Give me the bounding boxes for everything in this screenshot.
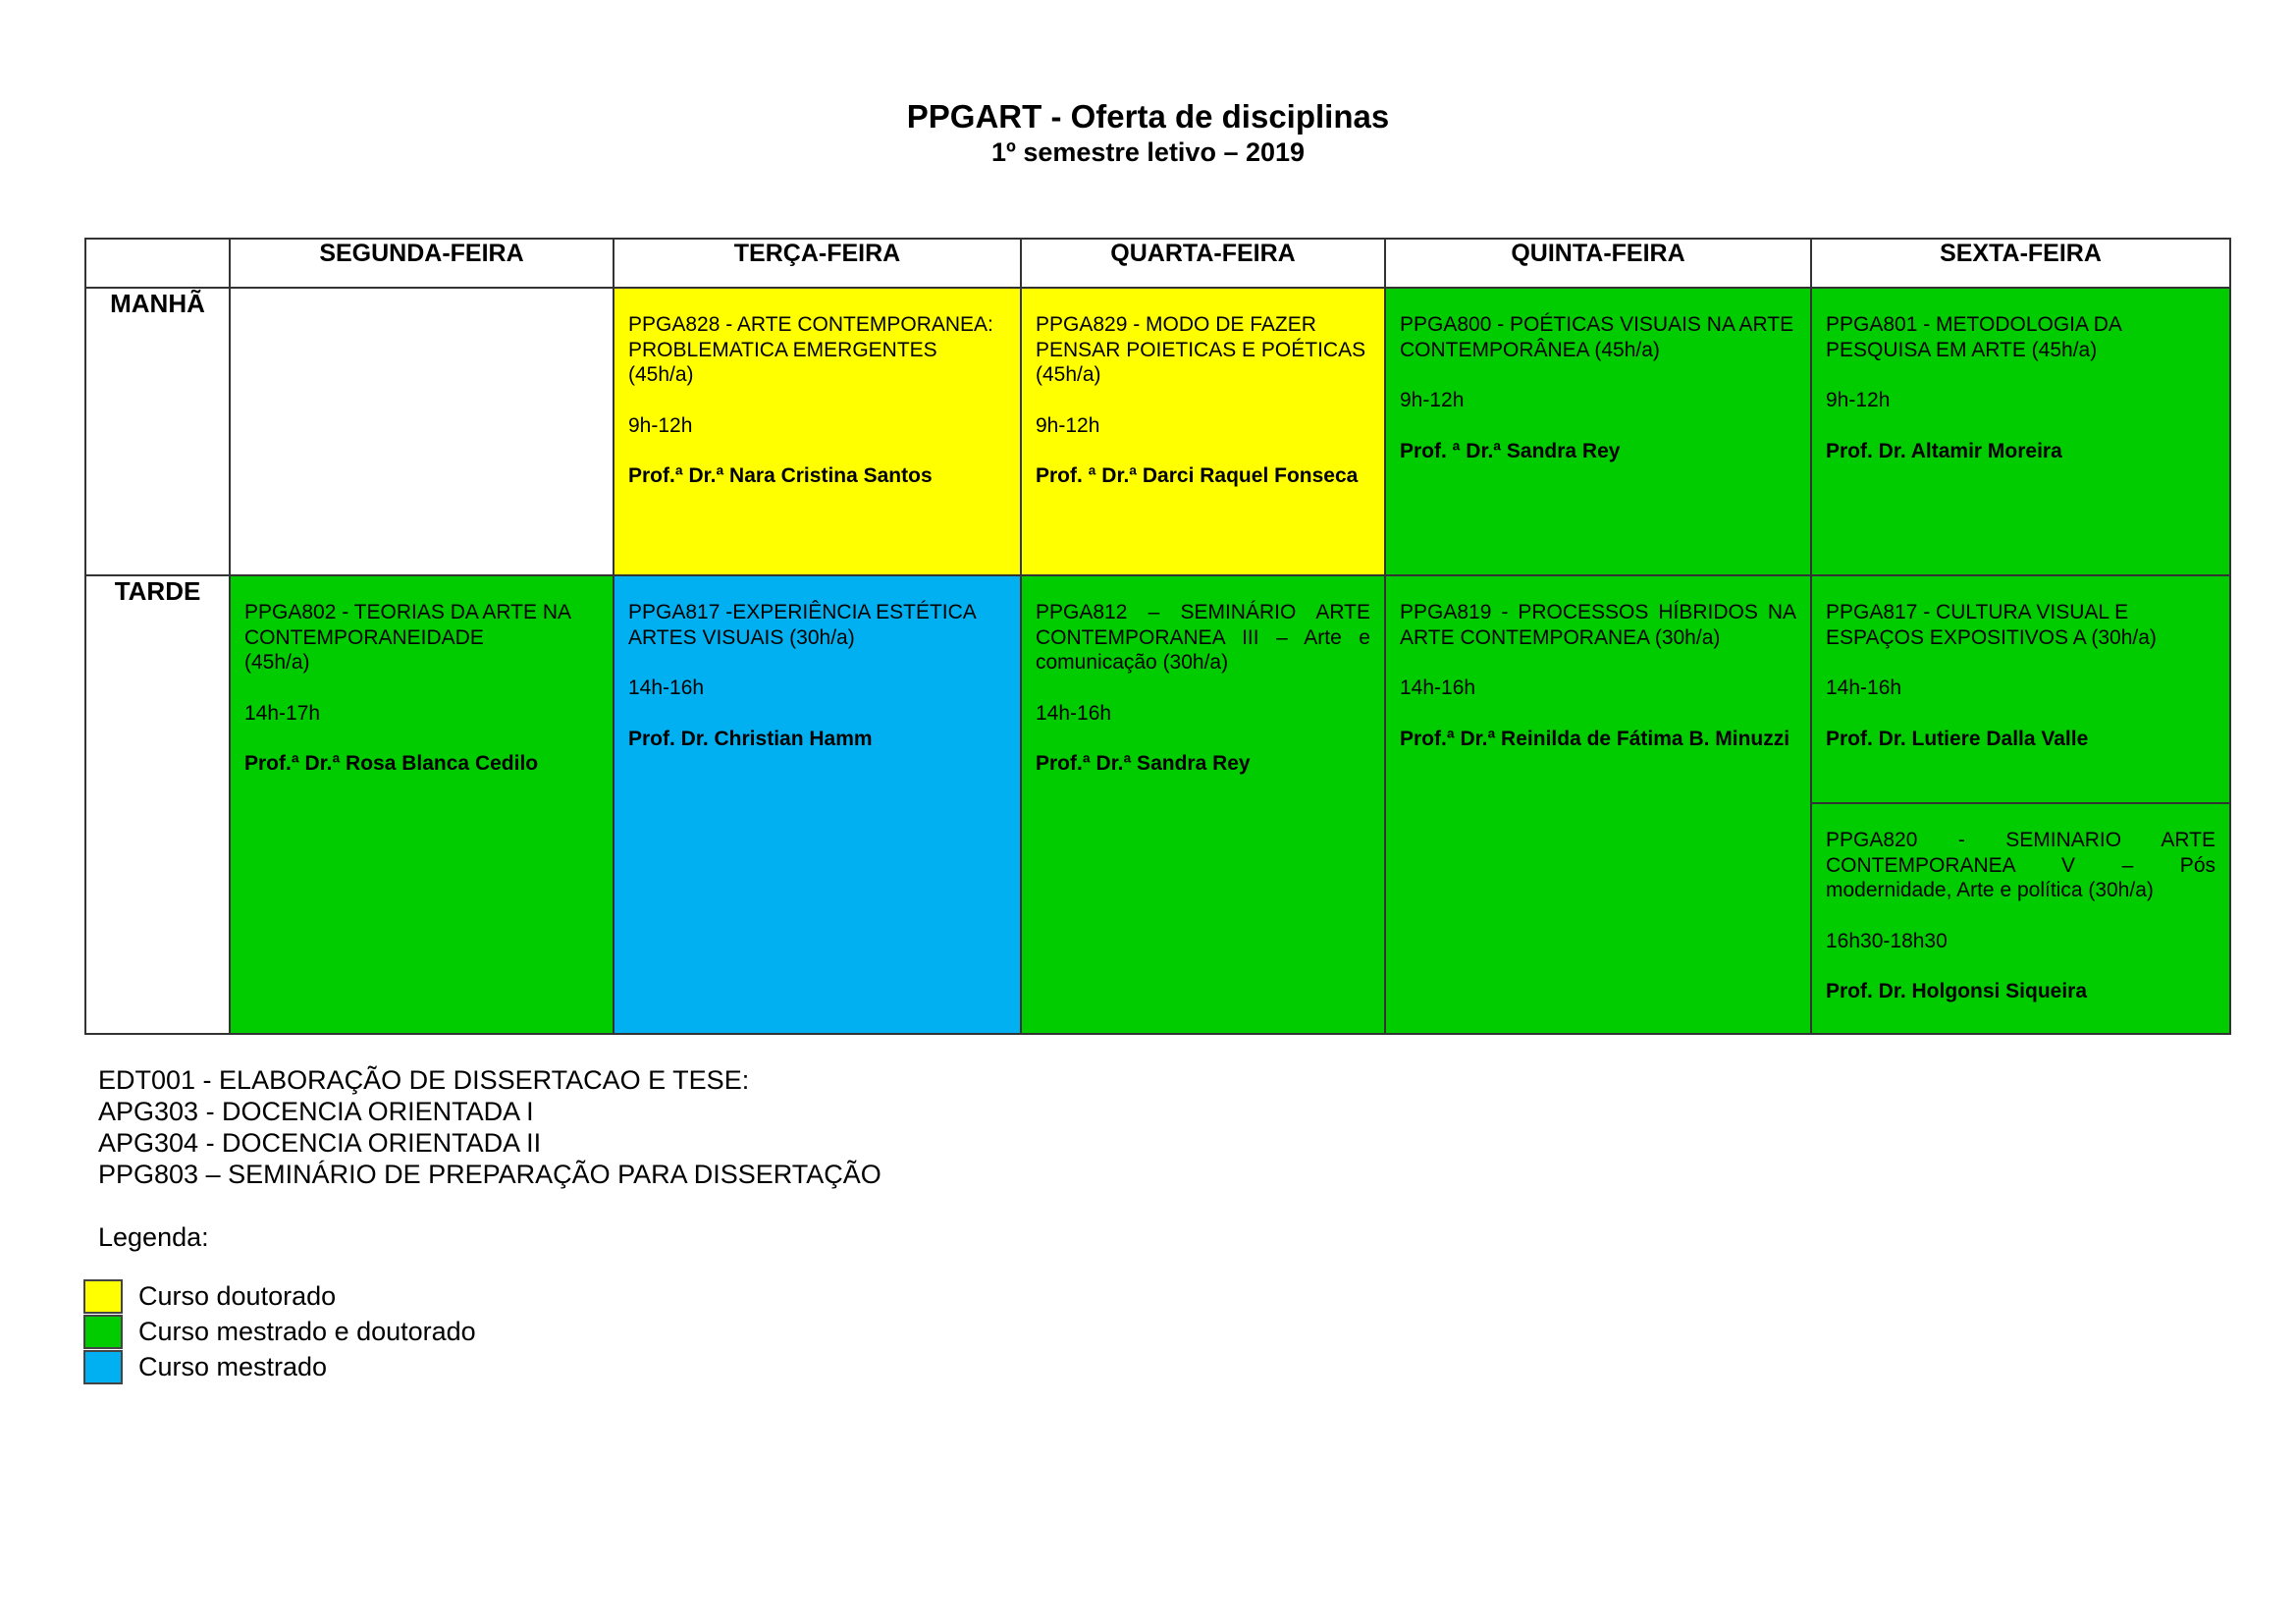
course-time: 14h-16h bbox=[628, 676, 705, 699]
legend-title: Legenda: bbox=[98, 1222, 209, 1252]
cell-afternoon-quinta bbox=[1385, 575, 1811, 1034]
cell-morning-segunda bbox=[230, 288, 614, 575]
course-name: PPGA817 - CULTURA VISUAL E ESPAÇOS EXPOSITIVOS A (30h/a) bbox=[1826, 601, 2157, 649]
cell-morning-sexta bbox=[1811, 288, 2230, 575]
morning-row bbox=[85, 288, 2230, 575]
course-professor: Prof.ª Dr.ª Nara Cristina Santos bbox=[628, 464, 933, 487]
course-time: 14h-16h bbox=[1400, 676, 1476, 699]
course-hours: (45h/a) bbox=[244, 651, 310, 674]
legend-item-mestrado-doutorado bbox=[83, 1314, 476, 1349]
header-row bbox=[85, 239, 2230, 288]
day-header-quarta: QUARTA-FEIRA bbox=[1021, 239, 1385, 288]
sexta-course-2 bbox=[1812, 804, 2229, 1033]
course-time: 9h-12h bbox=[1036, 413, 1100, 437]
page-title: PPGART - Oferta de disciplinas bbox=[906, 98, 1390, 135]
legend-item-doutorado bbox=[83, 1278, 476, 1314]
period-label-morning: MANHÃ bbox=[85, 288, 230, 575]
course-professor: Prof.ª Dr.ª Reinilda de Fátima B. Minuzzi bbox=[1400, 727, 1790, 750]
course-professor: Prof.ª Dr.ª Sandra Rey bbox=[1036, 752, 1251, 775]
course-professor: Prof. Dr. Holgonsi Siqueira bbox=[1826, 980, 2088, 1002]
course-professor: Prof. ª Dr.ª Sandra Rey bbox=[1400, 439, 1621, 462]
course-time: 14h-16h bbox=[1036, 701, 1112, 725]
course-time: 9h-12h bbox=[628, 413, 693, 437]
blue-swatch-icon bbox=[83, 1350, 123, 1384]
course-professor: Prof. ª Dr.ª Darci Raquel Fonseca bbox=[1036, 464, 1359, 487]
note-line: APG303 - DOCENCIA ORIENTADA I bbox=[98, 1097, 534, 1126]
green-swatch-icon bbox=[83, 1315, 123, 1349]
legend-label: Curso mestrado bbox=[138, 1351, 328, 1381]
legend bbox=[83, 1278, 476, 1384]
legend-label: Curso doutorado bbox=[138, 1280, 337, 1311]
cell-afternoon-quarta bbox=[1021, 575, 1385, 1034]
note-line: APG304 - DOCENCIA ORIENTADA II bbox=[98, 1128, 542, 1158]
course-name: PPGA800 - POÉTICAS VISUAIS NA ARTE CONTEMPORÂNEA (45h/a) bbox=[1400, 313, 1794, 361]
legend-label: Curso mestrado e doutorado bbox=[138, 1316, 476, 1346]
cell-afternoon-sexta bbox=[1811, 575, 2230, 1034]
course-professor: Prof. Dr. Altamir Moreira bbox=[1826, 439, 2062, 462]
course-name: PPGA819 - PROCESSOS HÍBRIDOS NA ARTE CONTEMPORANEA (30h/a) bbox=[1400, 601, 1796, 649]
day-header-segunda: SEGUNDA-FEIRA bbox=[230, 239, 614, 288]
cell-afternoon-terca bbox=[614, 575, 1021, 1034]
document-header bbox=[0, 98, 2296, 169]
course-time: 9h-12h bbox=[1400, 389, 1465, 411]
course-name: PPGA817 -EXPERIÊNCIA ESTÉTICA ARTES VISUAIS (30h/a) bbox=[628, 601, 976, 649]
course-time: 14h-17h bbox=[244, 701, 321, 725]
course-time: 16h30-18h30 bbox=[1826, 929, 1948, 952]
cell-morning-terca bbox=[614, 288, 1021, 575]
note-line: PPG803 – SEMINÁRIO DE PREPARAÇÃO PARA DISSERTAÇÃO bbox=[98, 1160, 881, 1189]
period-label-afternoon: TARDE bbox=[85, 575, 230, 1034]
cell-morning-quinta bbox=[1385, 288, 1811, 575]
course-name: PPGA828 - ARTE CONTEMPORANEA: PROBLEMATICA EMERGENTES (45h/a) bbox=[628, 313, 993, 386]
additional-courses-list bbox=[98, 1064, 881, 1190]
corner-cell bbox=[85, 239, 230, 288]
day-header-sexta: SEXTA-FEIRA bbox=[1811, 239, 2230, 288]
page-subtitle: 1º semestre letivo – 2019 bbox=[990, 137, 1306, 167]
course-professor: Prof. Dr. Lutiere Dalla Valle bbox=[1826, 727, 2089, 750]
day-header-terca: TERÇA-FEIRA bbox=[614, 239, 1021, 288]
course-name: PPGA812 – SEMINÁRIO ARTE CONTEMPORANEA III – Arte e comunicação (30h/a) bbox=[1036, 601, 1370, 674]
sexta-course-1 bbox=[1812, 576, 2229, 804]
yellow-swatch-icon bbox=[83, 1279, 123, 1314]
note-line: EDT001 - ELABORAÇÃO DE DISSERTACAO E TESE: bbox=[98, 1065, 750, 1095]
course-professor: Prof. Dr. Christian Hamm bbox=[628, 727, 873, 750]
cell-afternoon-segunda bbox=[230, 575, 614, 1034]
afternoon-row bbox=[85, 575, 2230, 1034]
legend-item-mestrado bbox=[83, 1349, 476, 1384]
course-name: PPGA802 - TEORIAS DA ARTE NA CONTEMPORANEIDADE bbox=[244, 601, 570, 649]
course-professor: Prof.ª Dr.ª Rosa Blanca Cedilo bbox=[244, 752, 539, 775]
schedule-table bbox=[84, 238, 2231, 1035]
course-name: PPGA829 - MODO DE FAZER PENSAR POIETICAS E POÉTICAS (45h/a) bbox=[1036, 313, 1366, 386]
course-name: PPGA820 - SEMINARIO ARTE CONTEMPORANEA V – Pós modernidade, Arte e política (30h/a) bbox=[1826, 829, 2216, 901]
course-name: PPGA801 - METODOLOGIA DA PESQUISA EM ARTE (45h/a) bbox=[1826, 313, 2121, 361]
day-header-quinta: QUINTA-FEIRA bbox=[1385, 239, 1811, 288]
cell-morning-quarta bbox=[1021, 288, 1385, 575]
course-time: 9h-12h bbox=[1826, 389, 1891, 411]
course-time: 14h-16h bbox=[1826, 676, 1902, 699]
